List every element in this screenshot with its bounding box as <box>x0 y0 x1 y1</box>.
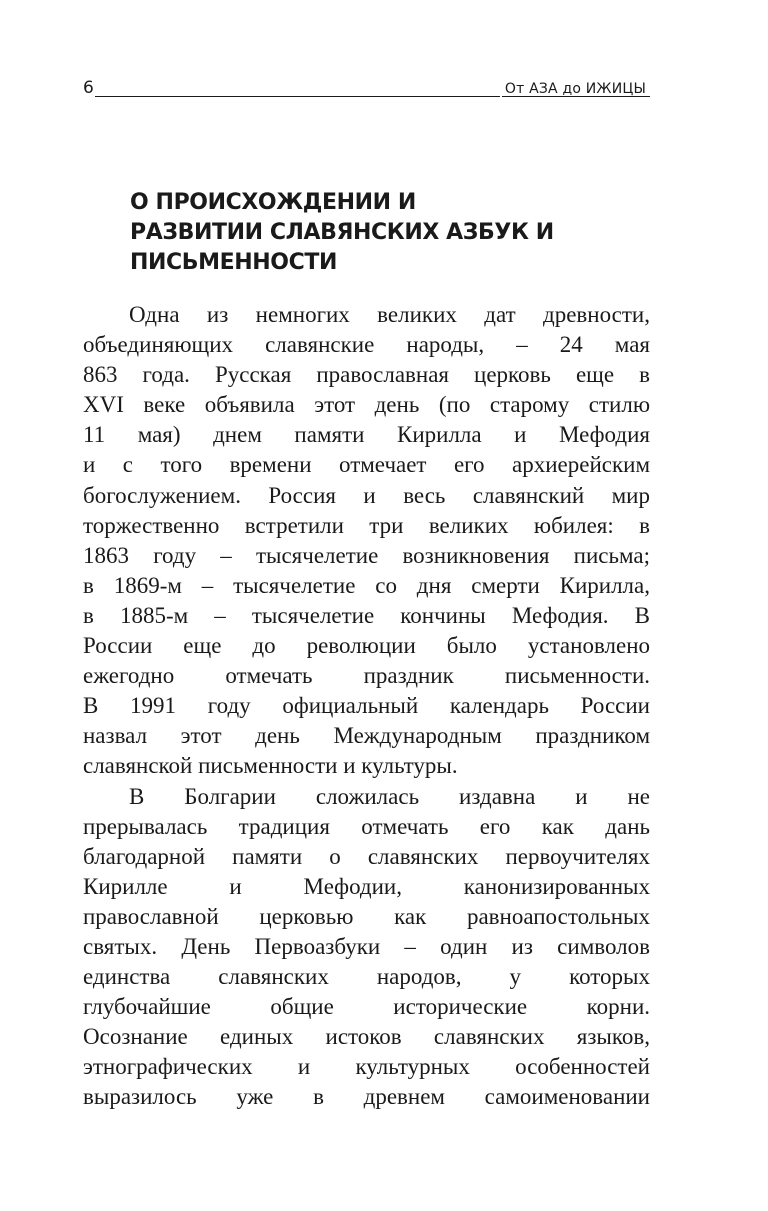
page-number: 6 <box>83 78 94 98</box>
text-line: торжественно встретили три великих юбилея: в <box>83 512 650 538</box>
text-line: богослужением. Россия и весь славянский мир <box>83 482 650 508</box>
chapter-title-line: О ПРОИСХОЖДЕНИИ И <box>130 190 416 215</box>
running-title: От АЗА до ИЖИЦЫ <box>504 81 646 97</box>
text-line: России еще до революции было установлено <box>83 633 650 659</box>
text-line: XVI веке объявила этот день (по старому стилю <box>83 392 650 418</box>
text-line: этнографических и культурных особенностей <box>83 1054 650 1080</box>
text-line: и с того времени отмечает его архиерейским <box>83 452 650 478</box>
page-header <box>83 78 650 100</box>
text-line: глубочайшие общие исторические корни. <box>83 994 650 1020</box>
text-line: В 1991 году официальный календарь России <box>83 693 650 719</box>
text-line: прерывалась традиция отмечать его как дань <box>83 813 650 839</box>
text-line: единства славянских народов, у которых <box>83 964 650 990</box>
body-text <box>83 300 650 1113</box>
text-line: В Болгарии сложилась издавна и не <box>129 783 650 809</box>
chapter-title-line: РАЗВИТИИ СЛАВЯНСКИХ АЗБУК И <box>130 220 554 245</box>
header-rule <box>95 96 500 97</box>
text-line: святых. День Первоазбуки – один из символов <box>83 933 650 959</box>
text-line: 11 мая) днем памяти Кирилла и Мефодия <box>83 422 650 448</box>
text-line: Кирилле и Мефодии, канонизированных <box>83 873 650 899</box>
text-line: Осознание единых истоков славянских языков, <box>83 1024 650 1050</box>
text-line: в 1885-м – тысячелетие кончины Мефодия. В <box>83 602 650 628</box>
text-line: в 1869-м – тысячелетие со дня смерти Кирилла, <box>83 572 650 598</box>
chapter-title-line: ПИСЬМЕННОСТИ <box>130 250 337 275</box>
text-line: славянской письменности и культуры. <box>83 753 458 779</box>
text-line: Одна из немногих великих дат древности, <box>129 302 650 327</box>
paragraph-1 <box>83 300 650 782</box>
text-line: благодарной памяти о славянских первоучителях <box>83 843 650 869</box>
text-line: объединяющих славянские народы, – 24 мая <box>83 332 650 358</box>
text-line: 863 года. Русская православная церковь еще в <box>83 362 650 388</box>
text-line: назвал этот день Международным праздником <box>83 723 650 749</box>
paragraph-2 <box>83 782 650 1113</box>
chapter-title <box>130 188 610 278</box>
text-line: выразилось уже в древнем самоименовании <box>83 1084 650 1110</box>
text-line: 1863 году – тысячелетие возникновения письма; <box>83 542 650 568</box>
text-line: ежегодно отмечать праздник письменности. <box>83 663 650 689</box>
text-line: православной церковью как равноапостольных <box>83 903 650 929</box>
